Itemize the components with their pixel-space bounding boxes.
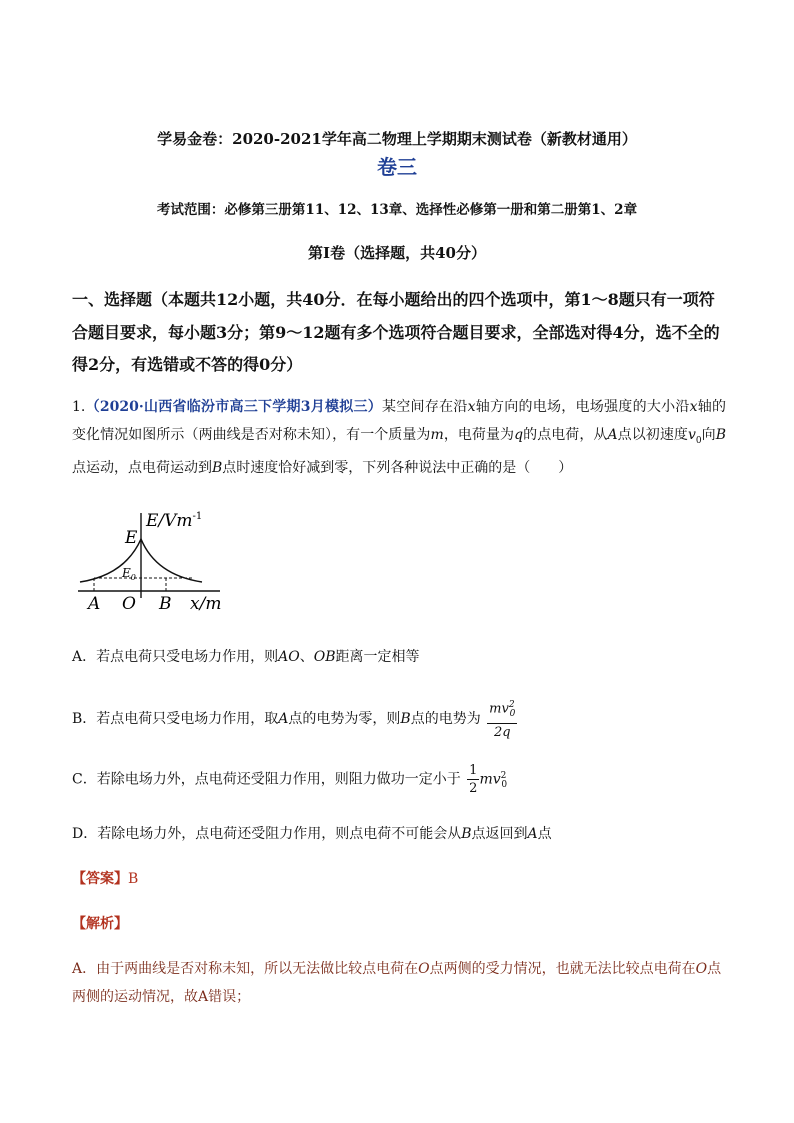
stem-text: 点以初速度 — [617, 426, 688, 443]
question-1-stem — [72, 394, 726, 482]
sub-0: 0 — [501, 780, 508, 791]
point-o-label: O — [122, 594, 136, 614]
option-d-tail: 点 — [537, 826, 552, 842]
question-number: 1. — [72, 399, 86, 415]
stem-text: 轴的变化情况如图所示（两曲线是否对称未知），有一个质量为 — [72, 399, 727, 443]
answer-label: 【答案】 — [72, 871, 128, 887]
stem-text: 轴方向的电场，电场强度的大小沿 — [475, 399, 690, 415]
option-a[interactable] — [72, 646, 419, 666]
point-a: A — [607, 426, 618, 443]
x-axis-label: x/m — [190, 594, 222, 614]
fraction-numerator — [487, 697, 517, 724]
section-instructions: 一、选择题（本题共12小题，共40分．在每小题给出的四个选项中，第1～8题只有一项符合题目要求，每小题3分；第9～12题有多个选项符合题目要求，全部选对得4分，选不全的得2分，有选错或不答的得0分） — [72, 290, 720, 374]
point-a-label: A — [88, 594, 101, 614]
option-a-tail: 距离一定相等 — [335, 649, 420, 665]
stem-text: 点时速度恰好减到零，下列各种说法中正确的是（ ） — [222, 459, 573, 476]
sub-0: 0 — [695, 435, 702, 446]
point-b: B — [715, 426, 727, 443]
field-strength-figure — [70, 505, 240, 615]
option-d-text: D．若除电场力外，点电荷还受阻力作用，则点电荷不可能会从 — [72, 826, 462, 842]
stem-text: 向 — [701, 426, 716, 443]
paper-subtitle: 卷三 — [377, 155, 417, 179]
option-b-tail: 点的电势为 — [410, 710, 481, 727]
fraction-mv0-2q — [487, 697, 517, 741]
stem-text: 点运动，点电荷运动到 — [72, 459, 212, 476]
option-a-text: A．若点电荷只受电场力作用，则 — [72, 649, 279, 665]
exam-scope: 考试范围：必修第三册第11、12、13章、选择性必修第一册和第二册第1、2章 — [156, 202, 638, 218]
y-axis-label — [145, 511, 202, 531]
option-d[interactable] — [72, 823, 552, 843]
fraction-numerator: 1 — [469, 763, 478, 778]
var-x: x — [689, 399, 698, 415]
point-a: A — [278, 710, 289, 727]
option-b-text: B．若点电荷只受电场力作用，取 — [72, 710, 279, 727]
point-o: O — [695, 961, 708, 977]
segment-ob: OB — [313, 649, 336, 665]
part-heading: 第Ⅰ卷（选择题，共40分） — [308, 244, 486, 262]
separator: 、 — [299, 649, 314, 665]
sub-0: 0 — [509, 708, 516, 719]
fraction-half — [467, 762, 479, 797]
sup-2: 2 — [500, 770, 507, 781]
explanation-lead: A．由于两曲线是否对称未知，所以无法做比较点电荷在 — [72, 961, 419, 977]
y-axis-text: E/Vm — [146, 511, 193, 531]
answer-line — [72, 868, 138, 888]
option-b[interactable] — [72, 697, 517, 741]
var-q: q — [514, 426, 524, 443]
e0-label — [121, 566, 136, 582]
fraction-denominator: 2q — [493, 724, 511, 740]
sup-2: 2 — [508, 700, 515, 710]
explanation-mid: 点两侧的受力情况，也就无法比较点电荷在 — [429, 961, 696, 977]
paper-title: 学易金卷：2020-2021学年高二物理上学期期末测试卷（新教材通用） — [157, 130, 637, 148]
var-v: v — [687, 426, 696, 443]
fraction-denominator: 2 — [469, 781, 478, 796]
e0-sub: 0 — [130, 573, 136, 582]
option-c[interactable] — [72, 762, 507, 797]
stem-text: 的点电荷，从 — [523, 426, 608, 443]
option-b-mid: 点的电势为零，则 — [288, 710, 401, 727]
segment-ao: AO — [278, 649, 300, 665]
e0-text: E — [122, 566, 131, 580]
point-o: O — [418, 961, 430, 977]
var-m: m — [430, 426, 444, 443]
var-x: x — [467, 399, 476, 415]
point-b: B — [461, 826, 472, 842]
mv-text: mv — [479, 771, 501, 788]
option-c-text: C．若除电场力外，点电荷还受阻力作用，则阻力做功一定小于 — [72, 771, 461, 788]
explanation-tail: 点两侧的运动情况，故A错误； — [72, 961, 722, 1005]
peak-label: E — [125, 528, 138, 548]
point-a: A — [527, 826, 538, 842]
stem-text: 某空间存在沿 — [382, 399, 468, 415]
stem-text: ，电荷量为 — [443, 426, 515, 443]
mv-text: mv — [489, 701, 509, 717]
question-source: （2020·山西省临汾市高三下学期3月模拟三） — [85, 399, 383, 415]
point-b-label: B — [159, 594, 172, 614]
explanation-text — [72, 955, 726, 1011]
point-b: B — [212, 459, 223, 476]
analysis-label: 【解析】 — [72, 916, 128, 932]
answer-value: B — [128, 871, 139, 887]
point-b: B — [400, 710, 411, 727]
option-d-mid: 点返回到 — [471, 826, 528, 842]
y-axis-sup: -1 — [192, 511, 203, 522]
